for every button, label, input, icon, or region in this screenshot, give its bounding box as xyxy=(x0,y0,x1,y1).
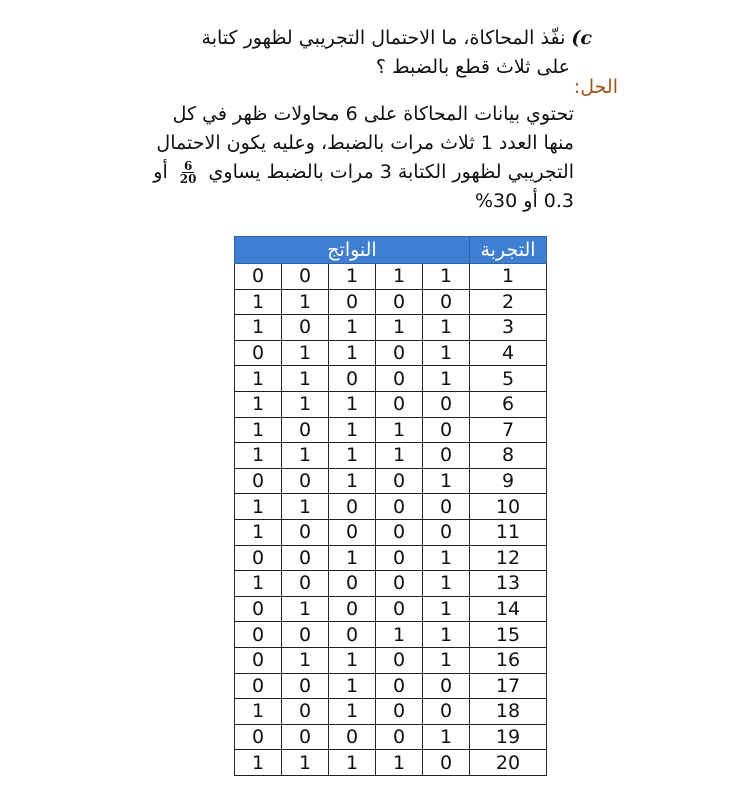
outcome-cell: 0 xyxy=(329,366,376,392)
outcome-cell: 1 xyxy=(282,494,329,520)
outcome-cell: 0 xyxy=(235,673,282,699)
outcome-cell: 1 xyxy=(282,340,329,366)
outcome-cell: 0 xyxy=(282,673,329,699)
outcome-cell: 1 xyxy=(423,315,470,341)
fraction-denominator: 20 xyxy=(179,172,197,186)
fraction xyxy=(178,160,199,185)
trial-number-cell: 5 xyxy=(470,366,547,392)
trial-number-cell: 3 xyxy=(470,315,547,341)
outcome-cell: 0 xyxy=(282,468,329,494)
outcome-cell: 0 xyxy=(282,417,329,443)
table-header-row xyxy=(235,237,547,264)
outcome-cell: 1 xyxy=(235,494,282,520)
trial-number-cell: 7 xyxy=(470,417,547,443)
trial-number-cell: 9 xyxy=(470,468,547,494)
solution-label: الحل: xyxy=(573,76,618,98)
table-row xyxy=(235,468,547,494)
trial-number-cell: 2 xyxy=(470,289,547,315)
outcome-cell: 0 xyxy=(282,519,329,545)
outcome-cell: 1 xyxy=(235,391,282,417)
trial-number-cell: 6 xyxy=(470,391,547,417)
outcome-cell: 0 xyxy=(282,699,329,725)
outcome-cell: 1 xyxy=(329,391,376,417)
outcome-cell: 0 xyxy=(376,647,423,673)
answer-line-4: 0.3 أو 30% xyxy=(474,190,574,212)
outcome-cell: 0 xyxy=(235,545,282,571)
outcome-cell: 0 xyxy=(376,545,423,571)
table-row xyxy=(235,673,547,699)
outcome-cell: 0 xyxy=(423,519,470,545)
trial-number-cell: 12 xyxy=(470,545,547,571)
outcome-cell: 0 xyxy=(423,289,470,315)
outcome-cell: 0 xyxy=(376,366,423,392)
table-row xyxy=(235,391,547,417)
trial-number-cell: 19 xyxy=(470,724,547,750)
outcome-cell: 0 xyxy=(329,571,376,597)
outcome-cell: 1 xyxy=(423,264,470,290)
outcome-cell: 0 xyxy=(376,724,423,750)
outcome-cell: 0 xyxy=(329,622,376,648)
outcome-cell: 1 xyxy=(329,647,376,673)
table-row xyxy=(235,340,547,366)
outcome-cell: 1 xyxy=(282,391,329,417)
outcome-cell: 0 xyxy=(423,417,470,443)
table-body xyxy=(235,264,547,776)
outcome-cell: 1 xyxy=(329,417,376,443)
outcome-cell: 0 xyxy=(329,596,376,622)
table-row xyxy=(235,647,547,673)
outcome-cell: 1 xyxy=(329,443,376,469)
table-row xyxy=(235,315,547,341)
outcome-cell: 1 xyxy=(329,315,376,341)
outcome-cell: 1 xyxy=(235,571,282,597)
trial-number-cell: 1 xyxy=(470,264,547,290)
outcome-cell: 1 xyxy=(235,519,282,545)
outcome-cell: 0 xyxy=(376,673,423,699)
table-row xyxy=(235,596,547,622)
header-outcomes: النواتج xyxy=(235,237,470,264)
outcome-cell: 1 xyxy=(329,750,376,776)
outcome-cell: 1 xyxy=(376,417,423,443)
outcome-cell: 1 xyxy=(376,443,423,469)
outcome-cell: 0 xyxy=(282,724,329,750)
outcome-cell: 1 xyxy=(376,264,423,290)
outcome-cell: 0 xyxy=(329,724,376,750)
outcome-cell: 1 xyxy=(235,699,282,725)
outcome-cell: 1 xyxy=(376,750,423,776)
outcome-cell: 1 xyxy=(235,289,282,315)
outcome-cell: 1 xyxy=(423,571,470,597)
outcome-cell: 1 xyxy=(329,699,376,725)
outcome-cell: 1 xyxy=(423,340,470,366)
outcome-cell: 1 xyxy=(423,724,470,750)
outcome-cell: 0 xyxy=(376,391,423,417)
outcome-cell: 1 xyxy=(235,315,282,341)
fraction-numerator: 6 xyxy=(183,159,193,173)
table-row xyxy=(235,622,547,648)
outcome-cell: 0 xyxy=(282,545,329,571)
header-trial: التجربة xyxy=(470,237,547,264)
table-row xyxy=(235,724,547,750)
table-row xyxy=(235,494,547,520)
table-row xyxy=(235,750,547,776)
outcome-cell: 1 xyxy=(235,750,282,776)
table-row xyxy=(235,264,547,290)
outcome-cell: 1 xyxy=(235,366,282,392)
outcome-cell: 0 xyxy=(423,699,470,725)
outcome-cell: 0 xyxy=(376,289,423,315)
outcome-cell: 0 xyxy=(376,468,423,494)
outcome-cell: 0 xyxy=(235,596,282,622)
outcome-cell: 0 xyxy=(235,264,282,290)
outcome-cell: 0 xyxy=(376,340,423,366)
outcome-cell: 0 xyxy=(329,289,376,315)
trial-number-cell: 4 xyxy=(470,340,547,366)
outcome-cell: 1 xyxy=(423,622,470,648)
outcome-cell: 1 xyxy=(282,443,329,469)
trial-number-cell: 20 xyxy=(470,750,547,776)
table-row xyxy=(235,417,547,443)
outcome-cell: 1 xyxy=(376,315,423,341)
answer-line-1: تحتوي بيانات المحاكاة على 6 محاولات ظهر في كل xyxy=(172,103,574,125)
outcome-cell: 0 xyxy=(282,264,329,290)
outcome-cell: 1 xyxy=(282,596,329,622)
outcome-cell: 0 xyxy=(329,519,376,545)
trial-number-cell: 18 xyxy=(470,699,547,725)
table-row xyxy=(235,366,547,392)
trial-number-cell: 10 xyxy=(470,494,547,520)
outcome-cell: 1 xyxy=(329,673,376,699)
outcome-cell: 0 xyxy=(282,622,329,648)
answer-line-3-text: التجريبي لظهور الكتابة 3 مرات بالضبط يساوي xyxy=(208,161,574,183)
answer-line-3-or: أو xyxy=(153,161,168,183)
outcome-cell: 1 xyxy=(329,340,376,366)
simulation-table xyxy=(234,236,547,776)
outcome-cell: 0 xyxy=(235,647,282,673)
table-row xyxy=(235,699,547,725)
trial-number-cell: 16 xyxy=(470,647,547,673)
outcome-cell: 1 xyxy=(235,417,282,443)
outcome-cell: 0 xyxy=(235,622,282,648)
outcome-cell: 0 xyxy=(282,315,329,341)
trial-number-cell: 15 xyxy=(470,622,547,648)
question-text xyxy=(112,24,592,82)
question-letter: c) xyxy=(571,27,592,49)
outcome-cell: 1 xyxy=(329,545,376,571)
trial-number-cell: 14 xyxy=(470,596,547,622)
trial-number-cell: 8 xyxy=(470,443,547,469)
outcome-cell: 1 xyxy=(423,596,470,622)
outcome-cell: 0 xyxy=(376,494,423,520)
table-row xyxy=(235,443,547,469)
answer-paragraph xyxy=(104,100,574,216)
outcome-cell: 0 xyxy=(235,468,282,494)
outcome-cell: 1 xyxy=(329,468,376,494)
outcome-cell: 1 xyxy=(423,366,470,392)
answer-line-3 xyxy=(104,158,574,187)
outcome-cell: 0 xyxy=(423,494,470,520)
answer-line-2: منها العدد 1 ثلاث مرات بالضبط، وعليه يكون الاحتمال xyxy=(156,132,574,154)
outcome-cell: 1 xyxy=(282,647,329,673)
question-line-2: على ثلاث قطع بالضبط ؟ xyxy=(375,56,570,78)
trial-number-cell: 11 xyxy=(470,519,547,545)
outcome-cell: 0 xyxy=(376,596,423,622)
outcome-cell: 0 xyxy=(423,673,470,699)
outcome-cell: 1 xyxy=(376,622,423,648)
outcome-cell: 1 xyxy=(235,443,282,469)
outcome-cell: 1 xyxy=(423,647,470,673)
table-row xyxy=(235,289,547,315)
outcome-cell: 1 xyxy=(282,750,329,776)
outcome-cell: 1 xyxy=(282,289,329,315)
outcome-cell: 0 xyxy=(423,443,470,469)
outcome-cell: 1 xyxy=(329,264,376,290)
outcome-cell: 0 xyxy=(376,519,423,545)
table-row xyxy=(235,571,547,597)
outcome-cell: 0 xyxy=(423,391,470,417)
trial-number-cell: 13 xyxy=(470,571,547,597)
question-line-1: نفّذ المحاكاة، ما الاحتمال التجريبي لظهور كتابة xyxy=(201,27,566,49)
outcome-cell: 1 xyxy=(423,545,470,571)
outcome-cell: 1 xyxy=(423,468,470,494)
outcome-cell: 0 xyxy=(423,750,470,776)
outcome-cell: 1 xyxy=(282,366,329,392)
table-row xyxy=(235,545,547,571)
outcome-cell: 0 xyxy=(376,571,423,597)
table-row xyxy=(235,519,547,545)
outcome-cell: 0 xyxy=(235,340,282,366)
trial-number-cell: 17 xyxy=(470,673,547,699)
outcome-cell: 0 xyxy=(282,571,329,597)
outcome-cell: 0 xyxy=(235,724,282,750)
outcome-cell: 0 xyxy=(329,494,376,520)
outcome-cell: 0 xyxy=(376,699,423,725)
